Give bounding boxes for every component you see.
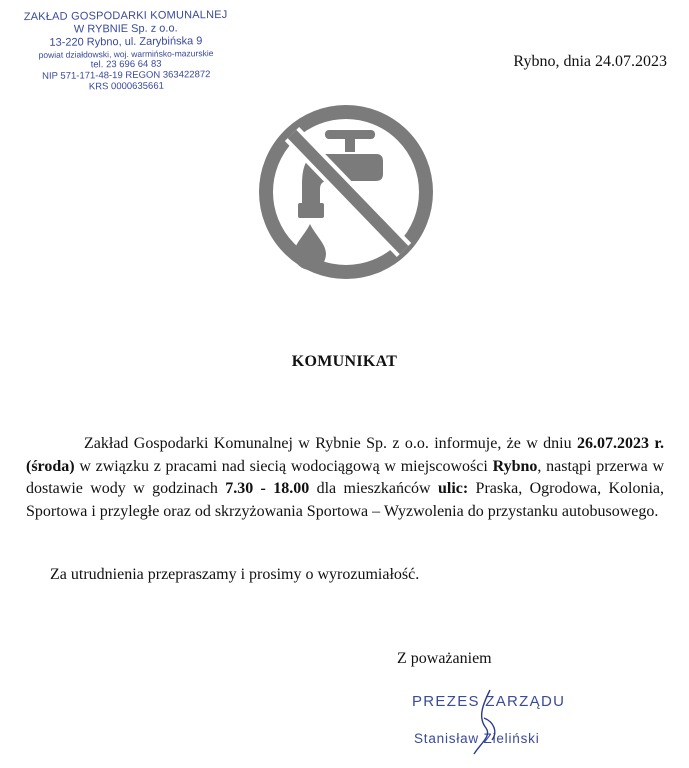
- no-water-tap-icon: [258, 104, 434, 280]
- announcement-paragraph: [26, 433, 664, 523]
- announcement-body: [26, 433, 664, 523]
- document-title: KOMUNIKAT: [291, 353, 398, 370]
- company-stamp: [14, 9, 239, 94]
- body-text-3: , nastąpi przerwa w dostawie wody w godzinach: [26, 457, 665, 497]
- body-text-4: dla mieszkańców: [309, 480, 438, 497]
- signature-name: Stanisław Zieliński: [414, 731, 540, 746]
- body-text-1: Zakład Gospodarki Komunalnej w Rybnie Sp. z o.o. informuje, że w dniu: [84, 435, 577, 452]
- stamp-line-address: 13-220 Rybno, ul. Zarybińska 9: [49, 35, 203, 49]
- stamp-line-region: powiat działdowski, woj. warmińsko-mazurskie: [38, 47, 214, 60]
- outage-date: 26.07.2023 r. (środa): [26, 435, 664, 475]
- outage-place: Rybno: [492, 457, 538, 475]
- body-text-2: w związku z pracami nad siecią wodociągową w miejscowości: [74, 457, 493, 475]
- apology-line: Za utrudnienia przepraszamy i prosimy o wyrozumiałość.: [50, 566, 420, 583]
- place-date: Rybno, dnia 24.07.2023: [513, 53, 667, 70]
- streets-label: ulic:: [437, 480, 469, 497]
- stamp-line-legal-form: W RYBNIE Sp. z o.o.: [73, 22, 178, 36]
- stamp-line-phone: tel. 23 696 64 83: [90, 58, 162, 71]
- body-text-5: Praska, Ogrodowa, Kolonia, Sportowa i przyległe oraz od skrzyżowania Sportowa – Wyzwolenia do przystanku autobusowego.: [26, 480, 665, 520]
- stamp-line-company: ZAKŁAD GOSPODARKI KOMUNALNEJ: [23, 8, 228, 24]
- outage-hours: 7.30 - 18.00: [225, 480, 310, 497]
- stamp-line-nip-regon: NIP 571-171-48-19 REGON 363422872: [42, 69, 211, 83]
- signature-role: PREZES ZARZĄDU: [412, 693, 566, 710]
- closing-line: Z poważaniem: [397, 650, 492, 667]
- stamp-line-krs: KRS 0000635661: [88, 80, 164, 93]
- handwritten-signature: [460, 688, 520, 758]
